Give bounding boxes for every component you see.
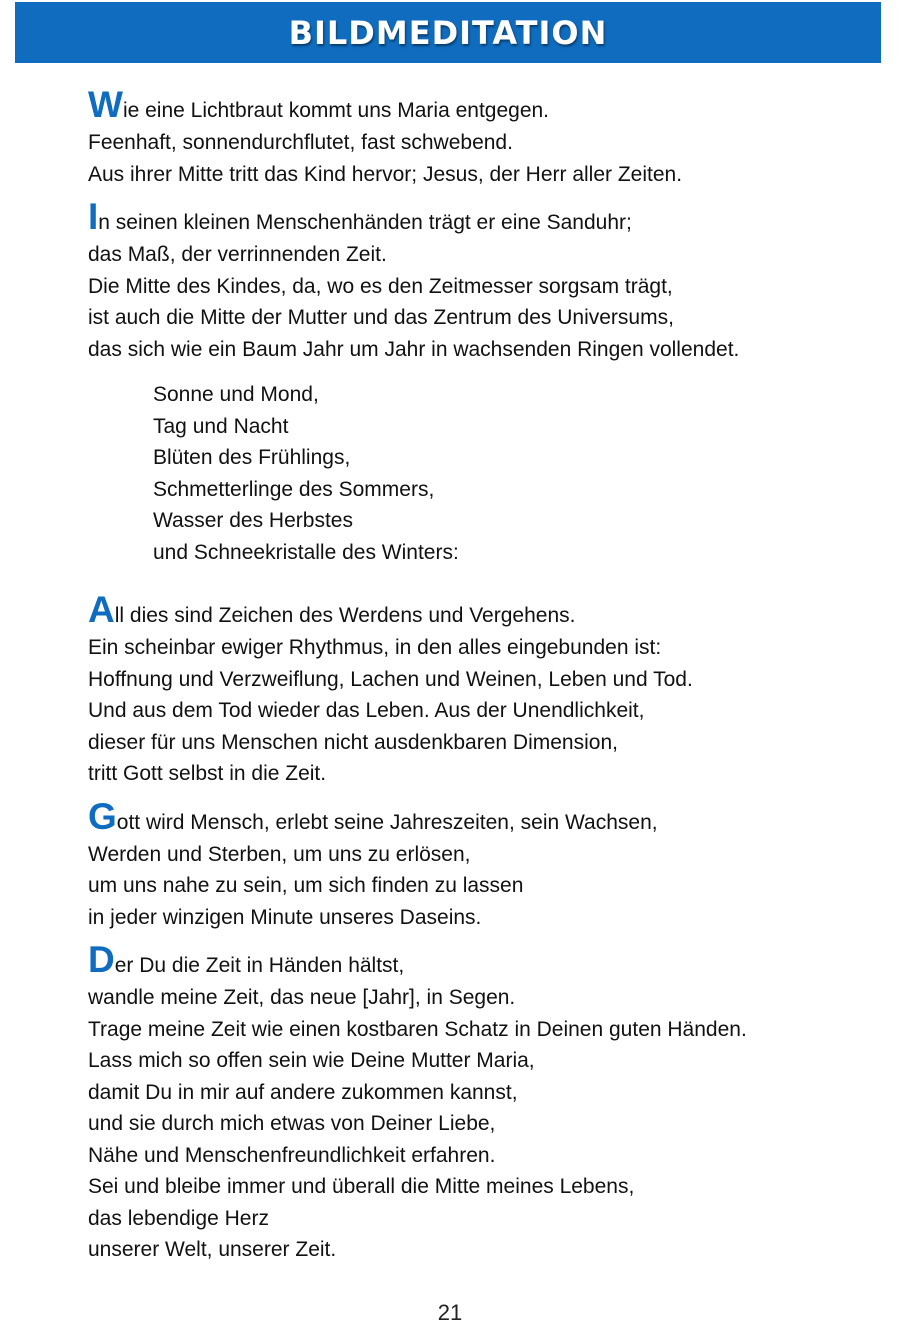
stanza-2 [88, 192, 878, 365]
text-line: tritt Gott selbst in die Zeit. [88, 762, 327, 785]
text-line: und Schneekristalle des Winters: [153, 540, 459, 564]
stanza-1 [88, 80, 878, 190]
text-line: das sich wie ein Baum Jahr um Jahr in wachsenden Ringen vollendet. [88, 337, 740, 361]
text-line: Trage meine Zeit wie einen kostbaren Schatz in Deinen guten Händen. [88, 1017, 747, 1041]
first-line-text: n seinen kleinen Menschenhänden trägt er eine Sanduhr; [98, 211, 632, 234]
page-number: 21 [437, 1300, 463, 1325]
stanza-4 [88, 585, 878, 790]
text-line: Und aus dem Tod wieder das Leben. Aus der Unendlichkeit, [88, 699, 645, 722]
text-line: ist auch die Mitte der Mutter und das Zentrum des Universums, [88, 306, 674, 329]
text-line: Lass mich so offen sein wie Deine Mutter Maria, [88, 1049, 535, 1072]
page-title: BILDMEDITATION [288, 13, 608, 52]
text-line: Nähe und Menschenfreundlichkeit erfahren. [88, 1143, 496, 1167]
text-line: Sonne und Mond, [153, 383, 319, 406]
stanza-first-line [88, 792, 878, 839]
stanza-first-line [88, 585, 878, 632]
text-line: damit Du in mir auf andere zukommen kannst, [88, 1080, 518, 1104]
text-line: Hoffnung und Verzweiflung, Lachen und Weinen, Leben und Tod. [88, 667, 693, 691]
stanza-first-line [88, 935, 878, 982]
drop-cap: I [88, 196, 99, 237]
text-line: dieser für uns Menschen nicht ausdenkbaren Dimension, [88, 730, 618, 754]
text-line: Blüten des Frühlings, [153, 446, 351, 469]
text-line: in jeder winzigen Minute unseres Daseins. [88, 905, 482, 929]
stanza-3-indented [88, 379, 878, 568]
first-line-text: ll dies sind Zeichen des Werdens und Vergehens. [114, 604, 576, 627]
text-line: Schmetterlinge des Sommers, [153, 477, 435, 501]
first-line-text: ie eine Lichtbraut kommt uns Maria entgegen. [122, 99, 550, 122]
first-line-text: ott wird Mensch, erlebt seine Jahreszeiten, sein Wachsen, [116, 810, 658, 834]
text-line: Ein scheinbar ewiger Rhythmus, in den alles eingebunden ist: [88, 636, 662, 659]
text-line: Werden und Sterben, um uns zu erlösen, [88, 842, 471, 866]
text-line: Tag und Nacht [153, 414, 289, 438]
drop-cap: G [88, 795, 117, 837]
text-line: wandle meine Zeit, das neue [Jahr], in Segen. [88, 986, 516, 1009]
text-line: und sie durch mich etwas von Deiner Liebe, [88, 1112, 496, 1135]
text-line: um uns nahe zu sein, um sich finden zu lassen [88, 874, 524, 897]
stanza-5 [88, 792, 878, 934]
text-line: Aus ihrer Mitte tritt das Kind hervor; Jesus, der Herr aller Zeiten. [88, 162, 683, 186]
drop-cap: D [88, 939, 115, 980]
header-bar [15, 2, 881, 63]
text-line: Sei und bleibe immer und überall die Mitte meines Lebens, [88, 1175, 635, 1198]
drop-cap: A [88, 589, 115, 630]
text-line: Die Mitte des Kindes, da, wo es den Zeitmesser sorgsam trägt, [88, 274, 673, 298]
text-line: Feenhaft, sonnendurchflutet, fast schwebend. [88, 131, 513, 154]
first-line-text: er Du die Zeit in Händen hältst, [114, 954, 405, 977]
stanza-first-line [88, 192, 878, 239]
drop-cap: W [88, 84, 123, 125]
text-line: das Maß, der verrinnenden Zeit. [88, 243, 387, 266]
stanza-6 [88, 935, 878, 1266]
stanza-first-line [88, 80, 878, 127]
text-line: das lebendige Herz [88, 1206, 269, 1230]
text-line: Wasser des Herbstes [153, 509, 353, 532]
text-line: unserer Welt, unserer Zeit. [88, 1238, 337, 1261]
meditation-text [88, 80, 878, 1266]
